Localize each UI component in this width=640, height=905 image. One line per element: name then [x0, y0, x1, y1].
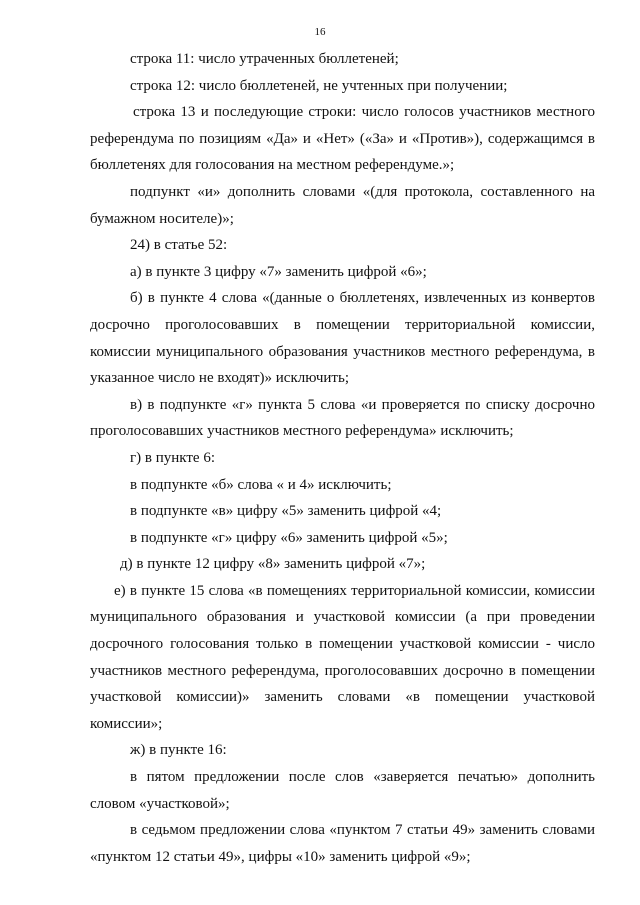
paragraph-b: б) в пункте 4 слова «(данные о бюллетенях, извлеченных из конвертов досрочно проголосовавших в помещении территориальной комиссии, комиссии муниципального образования участников местного референдума, в указанное число не входят)» исключить;	[90, 290, 595, 387]
paragraph-d: д) в пункте 12 цифру «8» заменить цифрой «7»;	[120, 556, 426, 573]
paragraph-g: г) в пункте 6:	[130, 449, 216, 466]
paragraph-g-b: в подпункте «б» слова « и 4» исключить;	[130, 476, 392, 493]
paragraph-line-12: строка 12: число бюллетеней, не учтенных при получении;	[130, 77, 508, 94]
paragraph-g-g: в подпункте «г» цифру «6» заменить цифрой «5»;	[130, 529, 448, 546]
paragraph-g-v: в подпункте «в» цифру «5» заменить цифрой «4;	[130, 503, 442, 520]
paragraph-line-13: строка 13 и последующие строки: число голосов участников местного референдума по позициям «Да» и «Нет» («За» и «Против»), содержащимся в бюллетенях для голосования на местном референдуме.»;	[90, 104, 595, 174]
paragraph-a: а) в пункте 3 цифру «7» заменить цифрой «6»;	[130, 263, 427, 280]
paragraph-zh: ж) в пункте 16:	[130, 742, 227, 759]
page-number: 16	[314, 26, 326, 38]
paragraph-line-11: строка 11: число утраченных бюллетеней;	[130, 51, 399, 67]
document-body	[90, 46, 595, 870]
paragraph-subitem-i: подпункт «и» дополнить словами «(для протокола, составленного на бумажном носителе)»;	[90, 183, 595, 227]
paragraph-item-24: 24) в статье 52:	[130, 237, 228, 254]
paragraph-zh-7: в седьмом предложении слова «пунктом 7 статьи 49» заменить словами «пунктом 12 статьи 49», цифры «10» заменить цифрой «9»;	[90, 822, 595, 865]
paragraph-e: е) в пункте 15 слова «в помещениях территориальной комиссии, комиссии муниципального образования и участковой комиссии (а при проведении досрочного голосования только в помещении участковой комиссии - число участников местного референдума, проголосовавших досрочно в помещении участковой комиссии)» заменить словами «в помещении участковой комиссии»;	[90, 582, 595, 732]
paragraph-zh-5: в пятом предложении после слов «заверяется печатью» дополнить словом «участковой»;	[90, 769, 595, 812]
paragraph-v: в) в подпункте «г» пункта 5 слова «и проверяется по списку досрочно проголосовавших участников местного референдума» исключить;	[90, 396, 595, 440]
